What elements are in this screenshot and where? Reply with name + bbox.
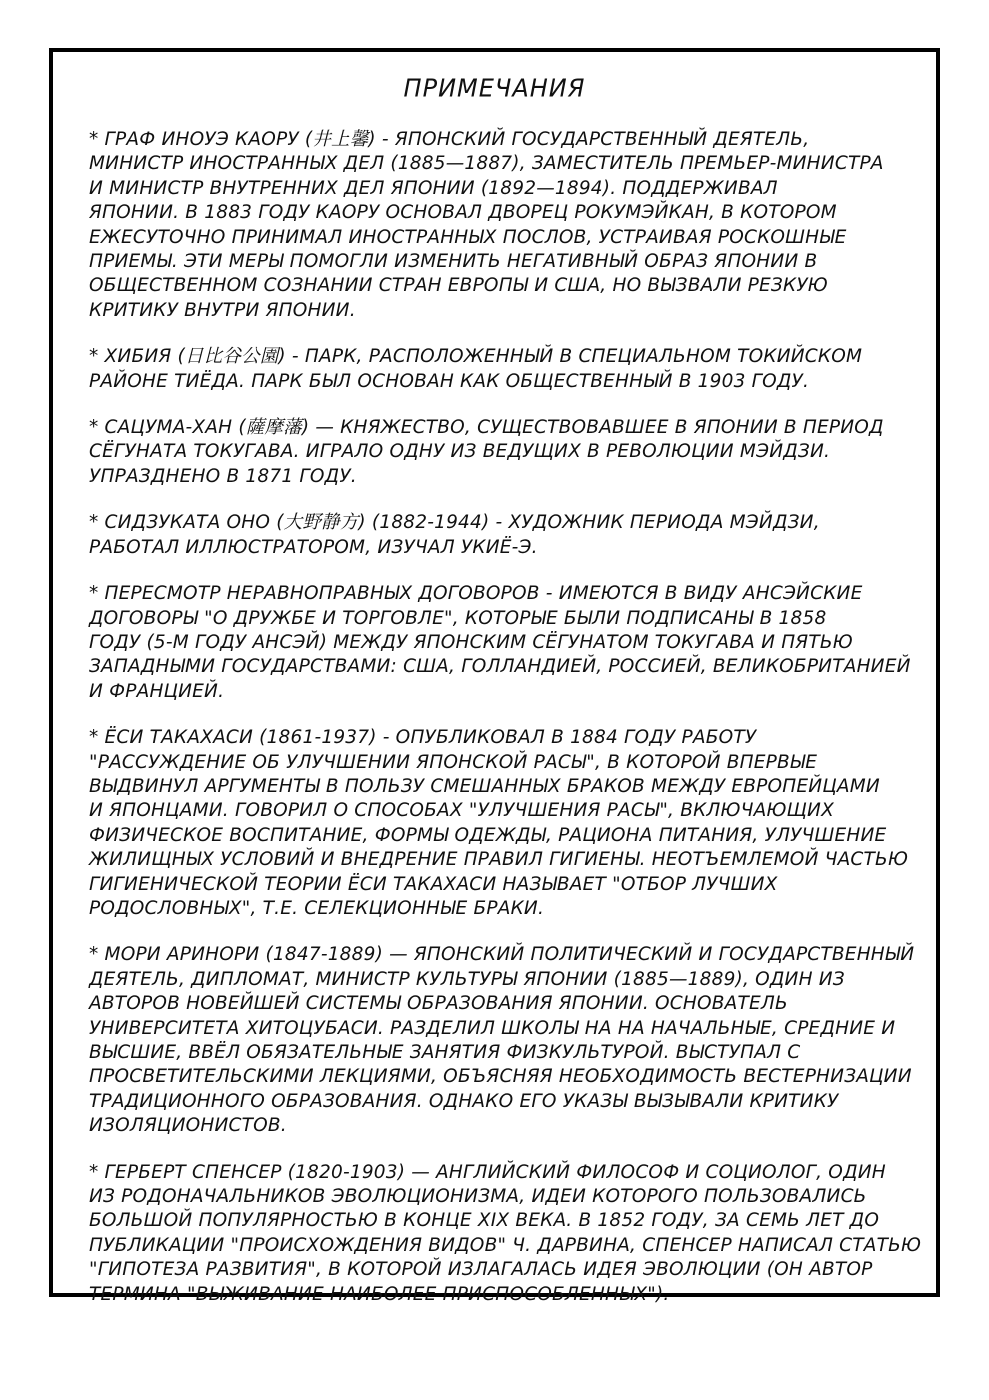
note-item <box>89 1161 922 1307</box>
note-line: ТРАДИЦИОННОГО ОБРАЗОВАНИЯ. ОДНАКО ЕГО УКАЗЫ ВЫЗЫВАЛИ КРИТИКУ <box>89 1090 839 1112</box>
note-line: ВЫДВИНУЛ АРГУМЕНТЫ В ПОЛЬЗУ СМЕШАННЫХ БРАКОВ МЕЖДУ ЕВРОПЕЙЦАМИ <box>89 775 880 797</box>
note-line: СЁГУНАТА ТОКУГАВА. ИГРАЛО ОДНУ ИЗ ВЕДУЩИХ В РЕВОЛЮЦИИ МЭЙДЗИ. <box>89 441 831 463</box>
note-line: ТЕРМИНА "ВЫЖИВАНИЕ НАИБОЛЕЕ ПРИСПОСОБЛЕННЫХ"). <box>89 1283 670 1305</box>
page-title: ПРИМЕЧАНИЯ <box>403 73 586 103</box>
note-line: ПУБЛИКАЦИИ "ПРОИСХОЖДЕНИЯ ВИДОВ" Ч. ДАРВИНА, СПЕНСЕР НАПИСАЛ СТАТЬЮ <box>89 1234 922 1256</box>
note-line: * ГЕРБЕРТ СПЕНСЕР (1820-1903) — АНГЛИЙСКИЙ ФИЛОСОФ И СОЦИОЛОГ, ОДИН <box>89 1161 886 1183</box>
note-item <box>89 943 919 1138</box>
note-line: ПРОСВЕТИТЕЛЬСКИМИ ЛЕКЦИЯМИ, ОБЪЯСНЯЯ НЕОБХОДИМОСТЬ ВЕСТЕРНИЗАЦИИ <box>89 1066 912 1088</box>
note-line: ЯПОНИИ. В 1883 ГОДУ КАОРУ ОСНОВАЛ ДВОРЕЦ РОКУМЭЙКАН, В КОТОРОМ <box>89 202 837 224</box>
note-line: * СИДЗУКАТА ОНО (大野静方) (1882-1944) - ХУДОЖНИК ПЕРИОДА МЭЙДЗИ, <box>89 512 820 534</box>
note-line: ОБЩЕСТВЕННОМ СОЗНАНИИ СТРАН ЕВРОПЫ И США, НО ВЫЗВАЛИ РЕЗКУЮ <box>89 275 828 297</box>
notes-panel <box>49 48 940 1305</box>
note-line: ДЕЯТЕЛЬ, ДИПЛОМАТ, МИНИСТР КУЛЬТУРЫ ЯПОНИИ (1885—1889), ОДИН ИЗ <box>89 968 845 990</box>
note-line: АВТОРОВ НОВЕЙШЕЙ СИСТЕМЫ ОБРАЗОВАНИЯ ЯПОНИИ. ОСНОВАТЕЛЬ <box>89 993 788 1015</box>
note-line: БОЛЬШОЙ ПОПУЛЯРНОСТЬЮ В КОНЦЕ XIX ВЕКА. В 1852 ГОДУ, ЗА СЕМЬ ЛЕТ ДО <box>89 1210 880 1232</box>
note-line: ИЗОЛЯЦИОНИСТОВ. <box>89 1115 287 1137</box>
note-line: ВЫСШИЕ, ВВЁЛ ОБЯЗАТЕЛЬНЫЕ ЗАНЯТИЯ ФИЗКУЛЬТУРОЙ. ВЫСТУПАЛ С <box>89 1042 801 1063</box>
note-line: УНИВЕРСИТЕТА ХИТОЦУБАСИ. РАЗДЕЛИЛ ШКОЛЫ НА НА НАЧАЛЬНЫЕ, СРЕДНИЕ И <box>89 1017 896 1039</box>
note-line: * МОРИ АРИНОРИ (1847-1889) — ЯПОНСКИЙ ПОЛИТИЧЕСКИЙ И ГОСУДАРСТВЕННЫЙ <box>89 944 915 966</box>
note-line: ИЗ РОДОНАЧАЛЬНИКОВ ЭВОЛЮЦИОНИЗМА, ИДЕИ КОТОРОГО ПОЛЬЗОВАЛИСЬ <box>89 1186 867 1208</box>
note-line: ДОГОВОРЫ "О ДРУЖБЕ И ТОРГОВЛЕ", КОТОРЫЕ БЫЛИ ПОДПИСАНЫ В 1858 <box>89 607 827 629</box>
note-line: ФИЗИЧЕСКОЕ ВОСПИТАНИЕ, ФОРМЫ ОДЕЖДЫ, РАЦИОНА ПИТАНИЯ, УЛУЧШЕНИЕ <box>89 824 887 846</box>
note-line: ПРИЕМЫ. ЭТИ МЕРЫ ПОМОГЛИ ИЗМЕНИТЬ НЕГАТИВНЫЙ ОБРАЗ ЯПОНИИ В <box>89 251 818 273</box>
note-item <box>89 726 919 921</box>
note-item <box>89 511 919 560</box>
note-line: МИНИСТР ИНОСТРАННЫХ ДЕЛ (1885—1887), ЗАМЕСТИТЕЛЬ ПРЕМЬЕР-МИНИСТРА <box>89 153 884 175</box>
note-item <box>89 416 919 489</box>
note-line: "ГИПОТЕЗА РАЗВИТИЯ", В КОТОРОЙ ИЗЛАГАЛАСЬ ИДЕЯ ЭВОЛЮЦИИ (ОН АВТОР <box>89 1259 873 1281</box>
note-item <box>89 128 919 323</box>
note-line: КРИТИКУ ВНУТРИ ЯПОНИИ. <box>89 299 356 321</box>
note-line: * ПЕРЕСМОТР НЕРАВНОПРАВНЫХ ДОГОВОРОВ - ИМЕЮТСЯ В ВИДУ АНСЭЙСКИЕ <box>89 583 863 605</box>
note-line: ЖИЛИЩНЫХ УСЛОВИЙ И ВНЕДРЕНИЕ ПРАВИЛ ГИГИЕНЫ. НЕОТЪЕМЛЕМОЙ ЧАСТЬЮ <box>89 849 909 871</box>
note-line: РАЙОНЕ ТИЁДА. ПАРК БЫЛ ОСНОВАН КАК ОБЩЕСТВЕННЫЙ В 1903 ГОДУ. <box>89 370 810 392</box>
notes-list <box>89 128 922 1329</box>
note-line: РОДОСЛОВНЫХ", Т.Е. СЕЛЕКЦИОННЫЕ БРАКИ. <box>89 897 545 919</box>
note-line: ГИГИЕНИЧЕСКОЙ ТЕОРИИ ЁСИ ТАКАХАСИ НАЗЫВАЕТ "ОТБОР ЛУЧШИХ <box>89 873 778 895</box>
note-line: И ЯПОНЦАМИ. ГОВОРИЛ О СПОСОБАХ "УЛУЧШЕНИЯ РАСЫ", ВКЛЮЧАЮЩИХ <box>89 800 834 822</box>
note-line: "РАССУЖДЕНИЕ ОБ УЛУЧШЕНИИ ЯПОНСКОЙ РАСЫ", В КОТОРОЙ ВПЕРВЫЕ <box>89 751 818 773</box>
note-line: * ХИБИЯ (日比谷公園) - ПАРК, РАСПОЛОЖЕННЫЙ В СПЕЦИАЛЬНОМ ТОКИЙСКОМ <box>89 346 863 368</box>
note-line: И ФРАНЦИЕЙ. <box>89 680 225 702</box>
note-line: ЗАПАДНЫМИ ГОСУДАРСТВАМИ: США, ГОЛЛАНДИЕЙ, РОССИЕЙ, ВЕЛИКОБРИТАНИЕЙ <box>89 656 911 678</box>
note-item <box>89 582 919 704</box>
note-line: УПРАЗДНЕНО В 1871 ГОДУ. <box>89 465 357 487</box>
note-line: * САЦУМА-ХАН (薩摩藩) — КНЯЖЕСТВО, СУЩЕСТВОВАВШЕЕ В ЯПОНИИ В ПЕРИОД <box>89 417 884 439</box>
note-item <box>89 345 919 394</box>
note-line: ЕЖЕСУТОЧНО ПРИНИМАЛ ИНОСТРАННЫХ ПОСЛОВ, УСТРАИВАЯ РОСКОШНЫЕ <box>89 226 847 248</box>
note-line: РАБОТАЛ ИЛЛЮСТРАТОРОМ, ИЗУЧАЛ УКИЁ-Э. <box>89 536 538 558</box>
note-line: * ГРАФ ИНОУЭ КАОРУ (井上馨) - ЯПОНСКИЙ ГОСУДАРСТВЕННЫЙ ДЕЯТЕЛЬ, <box>89 129 810 150</box>
note-line: И МИНИСТР ВНУТРЕННИХ ДЕЛ ЯПОНИИ (1892—1894). ПОДДЕРЖИВАЛ <box>89 177 778 199</box>
note-line: * ЁСИ ТАКАХАСИ (1861-1937) - ОПУБЛИКОВАЛ В 1884 ГОДУ РАБОТУ <box>89 727 757 749</box>
note-line: ГОДУ (5-М ГОДУ АНСЭЙ) МЕЖДУ ЯПОНСКИМ СЁГУНАТОМ ТОКУГАВА И ПЯТЬЮ <box>89 631 853 653</box>
